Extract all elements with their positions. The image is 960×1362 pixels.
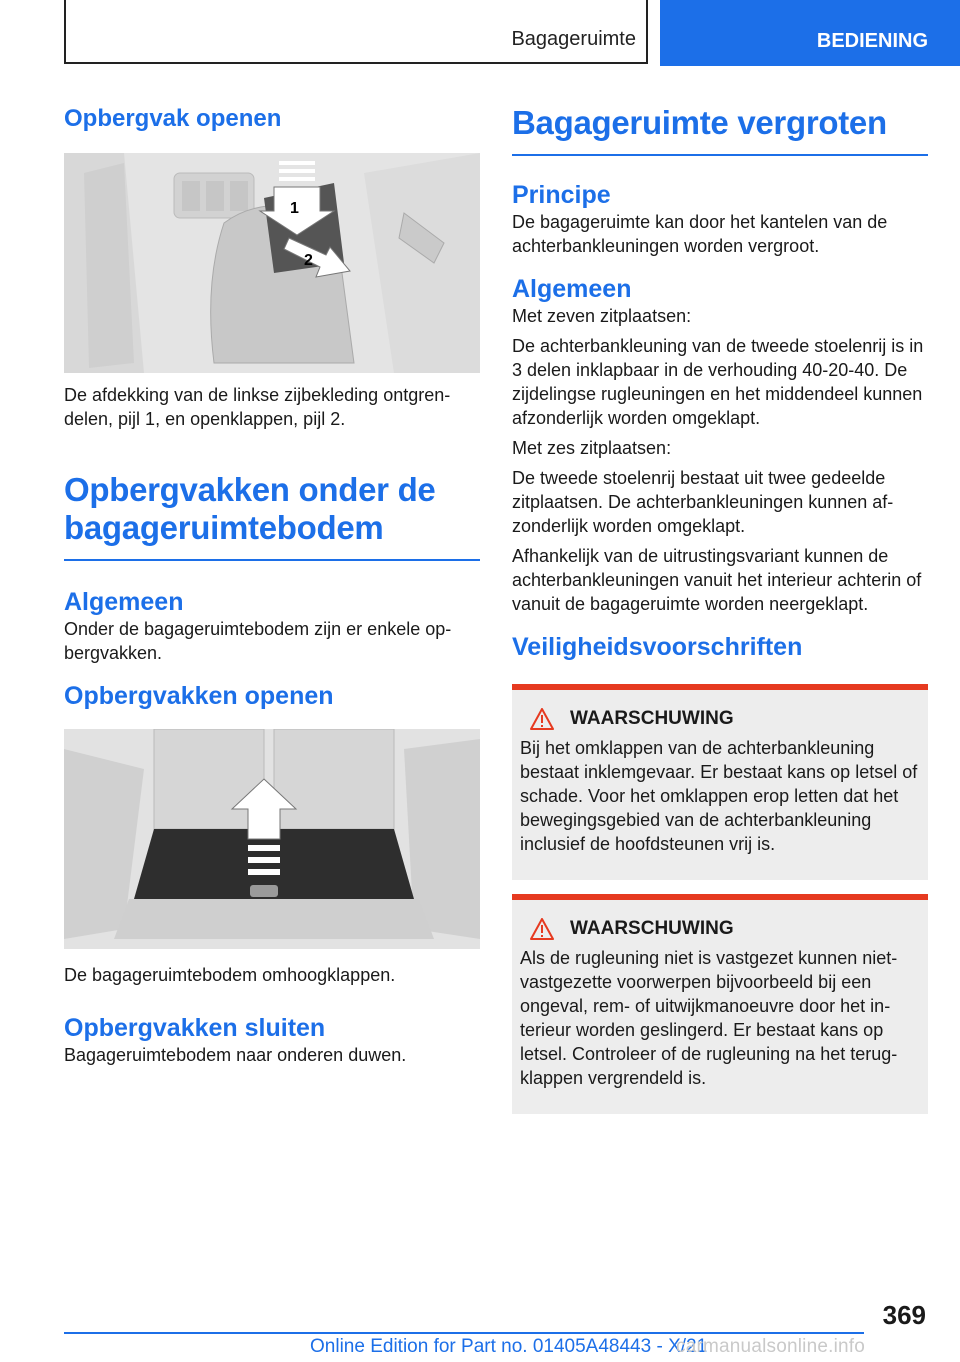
footer-edition: Online Edition for Part no. 01405A48443 - X/21	[310, 1336, 708, 1357]
text-zes-detail: De tweede stoelenrij bestaat uit twee gedeelde zitplaatsen. De achterbankleuningen kunnen afzonderlijk worden omgeklapt.	[512, 468, 894, 536]
text-principe: De bagageruimte kan door het kantelen van de achterbankleuningen worden vergroot.	[512, 212, 888, 256]
text-zeven-zitplaatsen: Met zeven zitplaatsen:	[512, 306, 692, 326]
heading-opbergvakken-sluiten: Opbergvakken sluiten	[64, 1014, 326, 1042]
heading-algemeen-right: Algemeen	[512, 275, 632, 303]
cargo-floor-illustration	[64, 729, 480, 949]
header-section-title: Bagageruimte	[511, 28, 636, 50]
text-afdekking: De afdekking van de linkse zijbekleding ontgrendelen, pijl 1, en openklappen, pijl 2.	[64, 385, 451, 429]
figure-label-1: 1	[290, 200, 299, 217]
warning-triangle-icon	[530, 708, 554, 730]
figure-side-compartment	[64, 153, 480, 373]
side-compartment-illustration	[64, 153, 480, 373]
heading-opbergvak-openen: Opbergvak openen	[64, 105, 282, 132]
figure-cargo-floor	[64, 729, 480, 949]
heading-veiligheidsvoorschriften: Veiligheidsvoorschriften	[512, 633, 803, 661]
text-omhoog: De bagageruimtebodem omhoogklappen.	[64, 965, 396, 985]
figure-label-2: 2	[304, 252, 313, 269]
footer-watermark: carmanualsonline.info	[676, 1336, 866, 1357]
warning-text-2: Als de rugleuning niet is vastgezet kunnen niet-vastgezette voorwerpen bijvoorbeeld bij een ongeval, rem- of uitwijkmanoeuvre door het interieur worden geslingerd. Er bestaat kans op letsel. Controleer of de rugleuning na het terugklappen vergrendeld is.	[520, 948, 898, 1088]
warning-header-2	[530, 918, 920, 940]
text-zeven-detail: De achterbankleuning van de tweede stoelenrij is in 3 delen inklapbaar in de verhouding 40-20-40. De zijdelingse rugleuningen en het middendeel kunnen afzonderlijk worden omgeklapt.	[512, 336, 924, 428]
warning-title-2: WAARSCHUWING	[570, 918, 734, 939]
text-zes-zitplaatsen: Met zes zitplaatsen:	[512, 438, 672, 458]
warning-text-1: Bij het omklappen van de achterbankleuning bestaat inklemgevaar. Er bestaat kans op letsel of schade. Voor het omklappen erop letten dat het bewegingsgebied van de achterbankleuning inclusief de hoofdsteunen vrij is.	[520, 738, 918, 854]
heading-principe: Principe	[512, 181, 611, 209]
heading-opbergvakken-onder: Opbergvakken onder de bagageruimtebodem	[64, 471, 480, 561]
header-chapter-tab	[660, 0, 960, 66]
heading-algemeen-left: Algemeen	[64, 588, 184, 616]
text-algemeen-left: Onder de bagageruimtebodem zijn er enkele opbergvakken.	[64, 619, 452, 663]
right-column	[512, 100, 928, 1114]
heading-opbergvakken-openen: Opbergvakken openen	[64, 682, 334, 710]
warning-box-1	[512, 684, 928, 880]
page-number: 369	[882, 1300, 926, 1330]
heading-bagageruimte-vergroten: Bagageruimte vergroten	[512, 104, 928, 156]
text-sluiten: Bagageruimtebodem naar onderen duwen.	[64, 1045, 407, 1065]
warning-title-1: WAARSCHUWING	[570, 708, 734, 729]
left-column	[64, 100, 480, 1067]
footer-divider	[64, 1332, 864, 1334]
text-afhankelijk: Afhankelijk van de uitrustingsvariant kunnen de achterbankleuningen vanuit het interieur achterin of vanuit de bagageruimte worden neergeklapt.	[512, 546, 922, 614]
warning-triangle-icon	[530, 918, 554, 940]
warning-header-1	[530, 708, 920, 730]
header-chapter-label: BEDIENING	[816, 30, 928, 52]
warning-box-2	[512, 894, 928, 1114]
